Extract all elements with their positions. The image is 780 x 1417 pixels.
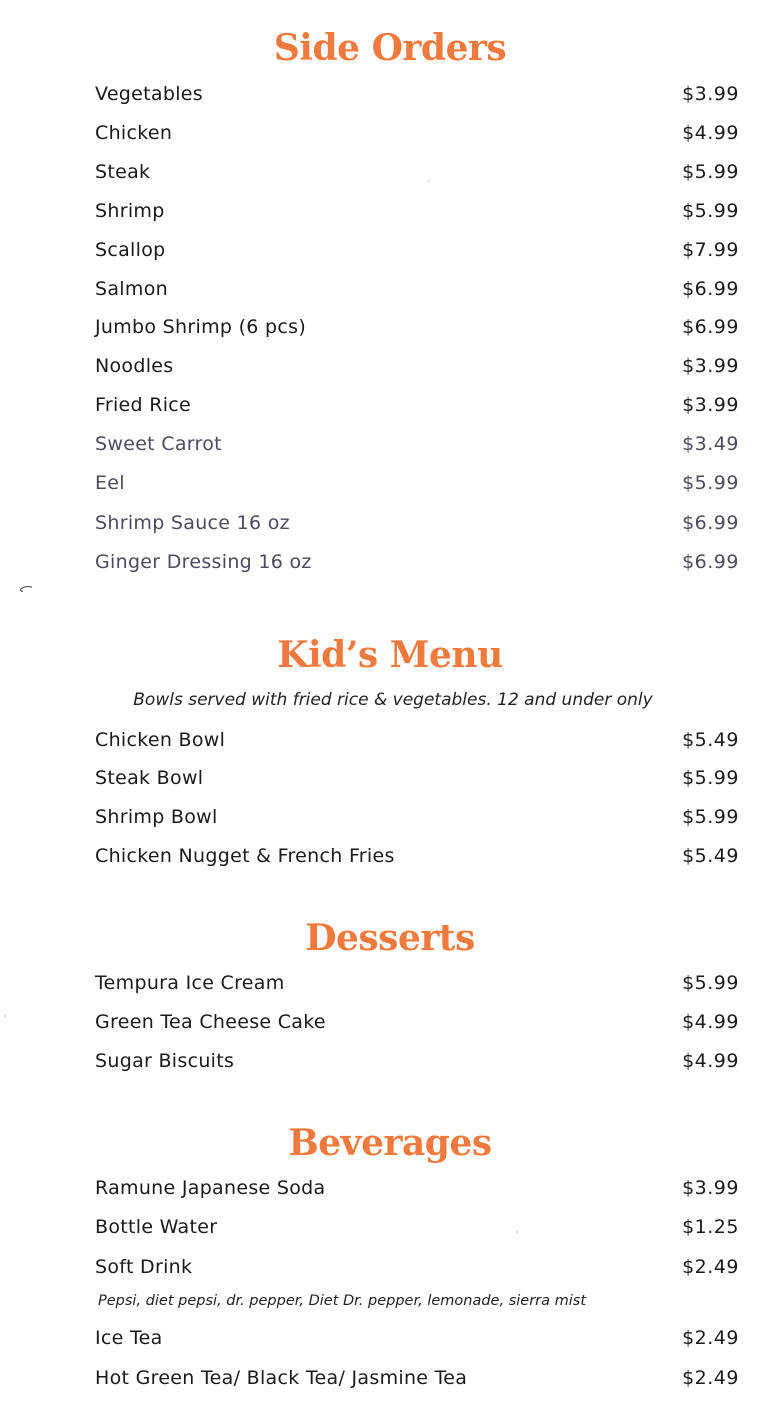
scan-speck [428,180,430,182]
menu-item-bottle-water [95,1213,739,1241]
menu-item-soft-drink [95,1253,739,1281]
item-name: Bottle Water [95,1216,218,1238]
item-price: $5.49 [682,845,739,867]
item-name: Chicken [95,122,173,144]
item-name: Hot Green Tea/ Black Tea/ Jasmine Tea [95,1367,468,1389]
item-price: $3.99 [682,394,739,416]
menu-item-sweet-carrot [95,430,739,458]
item-price: $4.99 [682,1050,739,1072]
item-price: $6.99 [682,551,739,573]
menu-item-chicken-bowl [95,726,739,754]
item-price: $5.49 [682,729,739,751]
menu-item-chicken [95,119,739,147]
menu-item-chicken-nugget [95,842,739,870]
menu-item-ginger-dressing [95,548,739,576]
item-price: $5.99 [682,767,739,789]
menu-item-jumbo-shrimp [95,313,739,341]
beverages-heading: Beverages [288,1122,492,1164]
menu-item-shrimp-sauce [95,509,739,537]
item-price: $5.99 [682,972,739,994]
menu-item-salmon [95,275,739,303]
menu-item-shrimp-bowl [95,803,739,831]
item-price: $5.99 [682,472,739,494]
item-name: Steak [95,161,151,183]
item-price: $5.99 [682,200,739,222]
menu-item-hot-tea [95,1364,739,1392]
item-price: $6.99 [682,278,739,300]
item-name: Steak Bowl [95,767,204,789]
item-price: $4.99 [682,122,739,144]
item-price: $2.49 [682,1256,739,1278]
menu-item-steak-bowl [95,764,739,792]
item-name: Chicken Nugget & French Fries [95,845,395,867]
menu-item-tempura-ice-cream [95,969,739,997]
item-name: Soft Drink [95,1256,193,1278]
item-name: Sweet Carrot [95,433,222,455]
item-name: Tempura Ice Cream [95,972,285,994]
item-price: $4.99 [682,1011,739,1033]
kids-menu-note: Bowls served with fried rice & vegetables. 12 and under only [133,690,653,710]
item-price: $3.99 [682,83,739,105]
item-name: Shrimp Bowl [95,806,218,828]
desserts-heading: Desserts [305,917,475,959]
item-name: Eel [95,472,125,494]
menu-item-shrimp [95,197,739,225]
kids-menu-heading: Kid’s Menu [277,634,503,676]
item-name: Scallop [95,239,166,261]
menu-item-ice-tea [95,1324,739,1352]
item-name: Jumbo Shrimp (6 pcs) [95,316,307,338]
menu-item-noodles [95,352,739,380]
scan-speck [516,1231,518,1233]
item-name: Chicken Bowl [95,729,226,751]
item-name: Vegetables [95,83,203,105]
menu-item-steak [95,158,739,186]
item-name: Shrimp Sauce 16 oz [95,512,290,534]
item-price: $2.49 [682,1327,739,1349]
item-price: $5.99 [682,161,739,183]
item-price: $7.99 [682,239,739,261]
pen-mark-icon [18,584,34,594]
item-name: Ginger Dressing 16 oz [95,551,312,573]
item-name: Ramune Japanese Soda [95,1177,326,1199]
item-name: Ice Tea [95,1327,163,1349]
menu-item-green-tea-cheese-cake [95,1008,739,1036]
item-name: Green Tea Cheese Cake [95,1011,326,1033]
item-name: Salmon [95,278,168,300]
scan-speck [4,1015,6,1017]
item-price: $3.49 [682,433,739,455]
pen-mark [18,584,34,594]
menu-item-ramune-soda [95,1174,739,1202]
item-name: Noodles [95,355,174,377]
item-price: $1.25 [682,1216,739,1238]
menu-item-fried-rice [95,391,739,419]
item-name: Sugar Biscuits [95,1050,235,1072]
item-price: $5.99 [682,806,739,828]
menu-item-scallop [95,236,739,264]
menu-item-sugar-biscuits [95,1047,739,1075]
item-price: $6.99 [682,512,739,534]
menu-item-eel [95,469,739,497]
soft-drink-note: Pepsi, diet pepsi, dr. pepper, Diet Dr. pepper, lemonade, sierra mist [98,1293,587,1309]
item-price: $2.49 [682,1367,739,1389]
item-price: $6.99 [682,316,739,338]
item-price: $3.99 [682,1177,739,1199]
item-name: Shrimp [95,200,165,222]
item-price: $3.99 [682,355,739,377]
side-orders-heading: Side Orders [273,27,507,69]
menu-item-vegetables [95,80,739,108]
item-name: Fried Rice [95,394,192,416]
